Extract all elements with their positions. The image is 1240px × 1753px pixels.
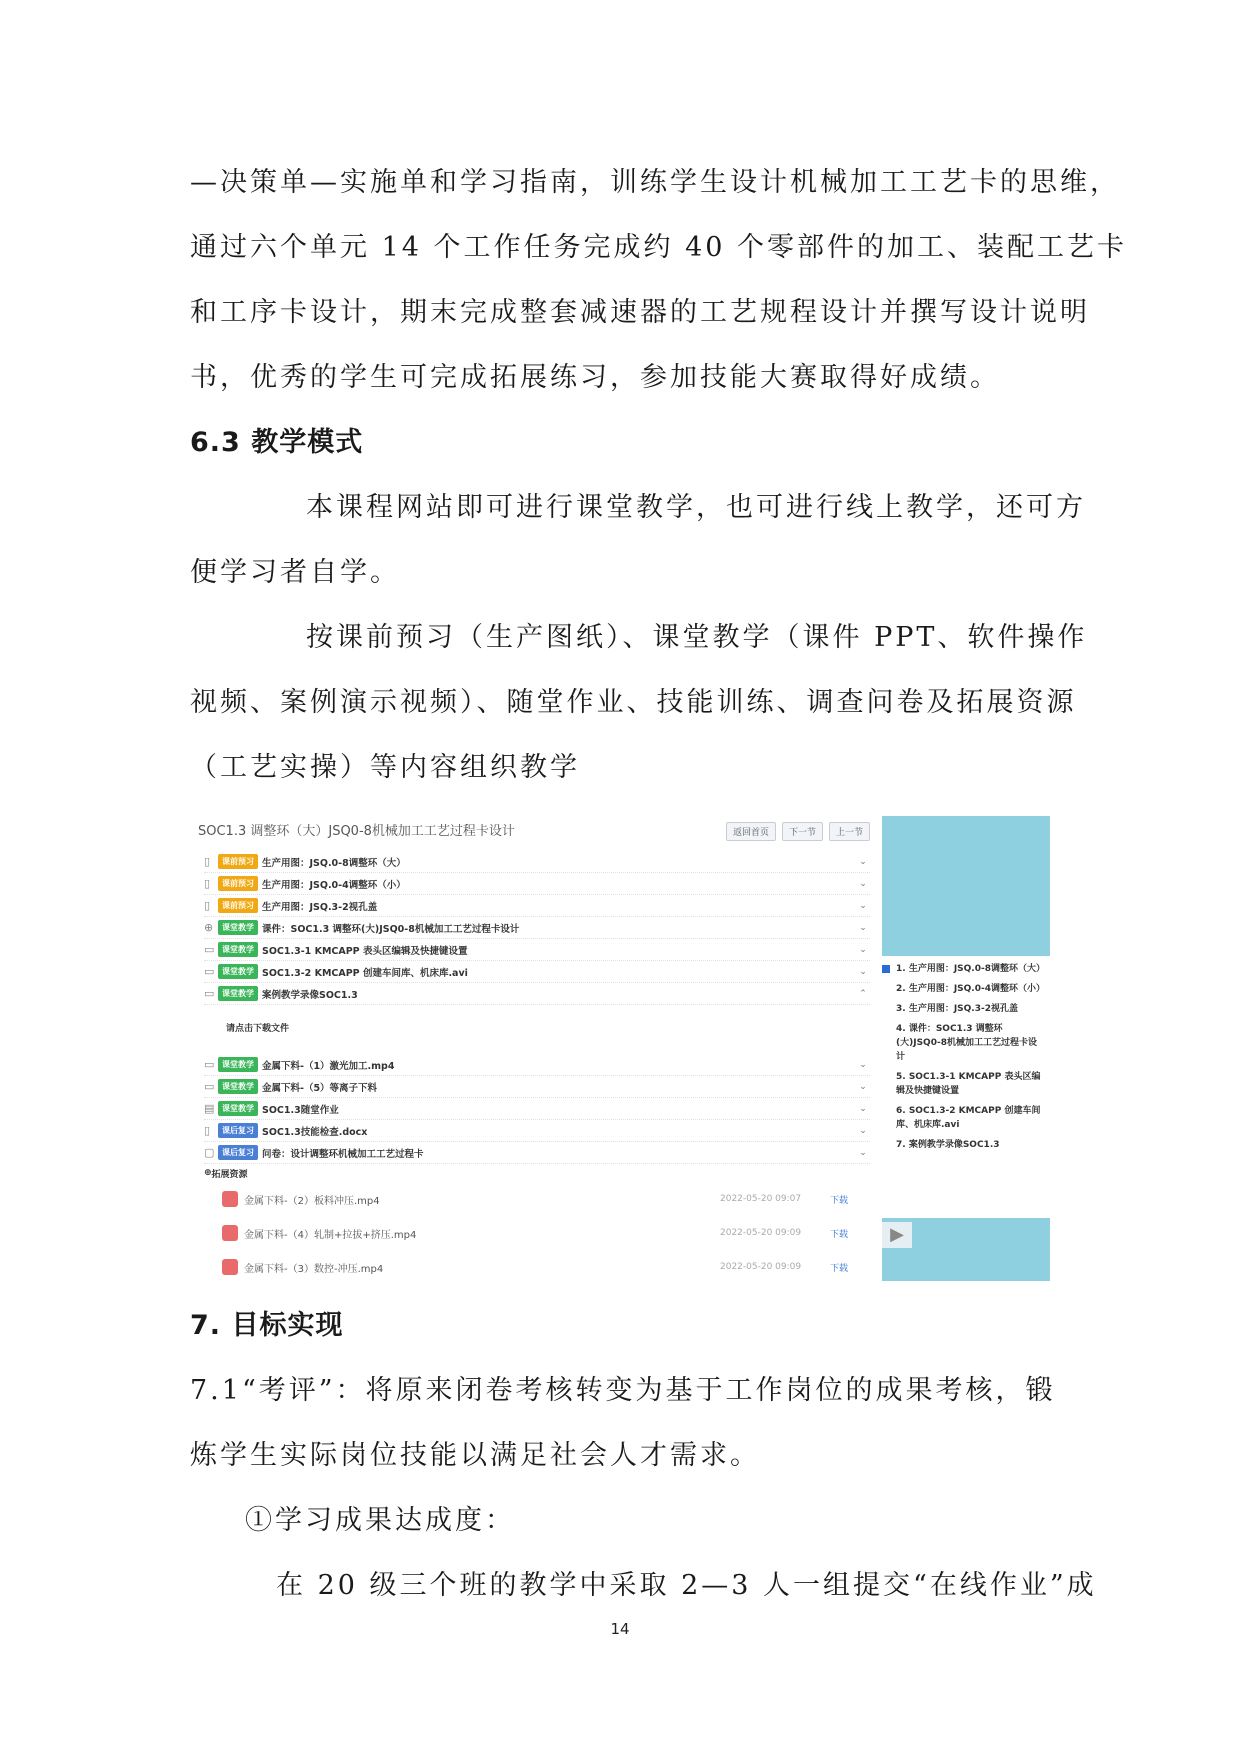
resource-title: SOC1.3随堂作业 — [262, 1104, 339, 1116]
chevron-down-icon[interactable]: ⌄ — [859, 1125, 867, 1136]
resource-tag: 课后复习 — [218, 1123, 258, 1138]
download-note: 请点击下载文件 — [226, 1024, 290, 1034]
next-button[interactable]: 下一节 — [782, 822, 823, 841]
video-icon: ▭ — [204, 1080, 215, 1093]
resource-title: 金属下料-（1）激光加工.mp4 — [262, 1060, 395, 1072]
paragraph: 本课程网站即可进行课堂教学，也可进行线上教学，还可方 — [306, 492, 1086, 523]
resource-row[interactable] — [204, 1054, 870, 1076]
paragraph: ①学习成果达成度： — [245, 1505, 515, 1536]
chevron-down-icon[interactable]: ⌄ — [859, 1059, 867, 1070]
paragraph: 通过六个单元 14 个工作任务完成约 40 个零部件的加工、装配工艺卡 — [190, 232, 1128, 263]
file-icon: ▯ — [204, 1124, 211, 1137]
file-icon — [222, 1191, 238, 1207]
file-name: 金属下料-（3）数控-冲压.mp4 — [244, 1263, 384, 1275]
resource-list — [204, 851, 870, 1281]
resource-row[interactable] — [204, 851, 870, 873]
resource-row[interactable] — [204, 939, 870, 961]
course-title: SOC1.3 调整环（大）JSQ0-8机械加工工艺过程卡设计 — [198, 824, 515, 839]
paragraph: —决策单—实施单和学习指南，训练学生设计机械加工工艺卡的思维， — [190, 167, 1120, 198]
file-icon: ▯ — [204, 877, 211, 890]
paragraph: 书，优秀的学生可完成拓展练习，参加技能大赛取得好成绩。 — [190, 362, 1000, 393]
outline-item[interactable]: 6. SOC1.3-2 KMCAPP 创建车间库、机床库.avi — [896, 1106, 1041, 1130]
file-icon — [222, 1259, 238, 1275]
resource-title: 金属下料-（5）等离子下料 — [262, 1082, 378, 1094]
survey-icon: ▢ — [204, 1146, 215, 1159]
outline-item[interactable]: 4. 课件：SOC1.3 调整环(大)JSQ0-8机械加工工艺过程卡设计 — [896, 1024, 1037, 1062]
paragraph: 7.1“考评”：将原来闭卷考核转变为基于工作岗位的成果考核，锻 — [190, 1375, 1056, 1406]
file-row — [204, 1182, 870, 1216]
resource-tag: 课堂教学 — [218, 920, 258, 935]
chevron-up-icon[interactable]: ⌃ — [859, 988, 867, 999]
home-button[interactable]: 返回首页 — [726, 822, 776, 841]
course-panel — [190, 816, 880, 1281]
paragraph: 在 20 级三个班的教学中采取 2—3 人一组提交“在线作业”成 — [276, 1570, 1097, 1601]
video-icon: ▭ — [204, 1058, 215, 1071]
outline-item[interactable]: 2. 生产用图：JSQ.0-4调整环（小） — [896, 984, 1045, 994]
resource-title: 案例教学录像SOC1.3 — [262, 989, 358, 1001]
resource-row[interactable] — [204, 895, 870, 917]
resource-row[interactable] — [204, 917, 870, 939]
resource-title: 生产用图：JSQ.0-4调整环（小） — [262, 879, 406, 891]
outline-item[interactable]: 5. SOC1.3-1 KMCAPP 表头区编辑及快捷键设置 — [896, 1072, 1041, 1096]
chevron-down-icon[interactable]: ⌄ — [859, 1081, 867, 1092]
resource-row[interactable] — [204, 1142, 870, 1164]
outline-item[interactable]: 1. 生产用图：JSQ.0-8调整环（大） — [896, 964, 1045, 974]
chevron-down-icon[interactable]: ⌄ — [859, 922, 867, 933]
file-date: 2022-05-20 09:09 — [720, 1262, 802, 1272]
resource-row[interactable] — [204, 873, 870, 895]
resource-row[interactable] — [204, 1120, 870, 1142]
prev-button[interactable]: 上一节 — [829, 822, 870, 841]
file-name: 金属下料-（4）轧制+拉拔+挤压.mp4 — [244, 1229, 417, 1241]
paragraph: 按课前预习（生产图纸）、课堂教学（课件 PPT、软件操作 — [306, 622, 1088, 653]
video-area — [882, 816, 1050, 956]
paragraph: 便学习者自学。 — [190, 557, 400, 588]
section-heading: 6.3 教学模式 — [190, 427, 364, 458]
file-row — [204, 1216, 870, 1250]
chevron-down-icon[interactable]: ⌄ — [859, 900, 867, 911]
side-panel — [882, 816, 1050, 1281]
lock-icon: ⊕ — [204, 921, 214, 934]
resource-row[interactable] — [204, 961, 870, 983]
video-icon: ▭ — [204, 987, 215, 1000]
resource-tag: 课前预习 — [218, 876, 258, 891]
paragraph: （工艺实操）等内容组织教学 — [190, 752, 580, 783]
paragraph: 炼学生实际岗位技能以满足社会人才需求。 — [190, 1440, 760, 1471]
file-icon — [222, 1225, 238, 1241]
extension-label: 拓展资源 — [211, 1169, 248, 1180]
resource-tag: 课堂教学 — [218, 1057, 258, 1072]
resource-title: 生产用图：JSQ.3-2视孔盖 — [262, 901, 378, 913]
resource-row[interactable] — [204, 1098, 870, 1120]
play-icon[interactable]: ▶ — [882, 1222, 912, 1248]
extension-resources[interactable] — [204, 1164, 870, 1182]
chevron-down-icon[interactable]: ⌄ — [859, 1103, 867, 1114]
chevron-down-icon[interactable]: ⌄ — [859, 1147, 867, 1158]
file-icon: ▯ — [204, 855, 211, 868]
side-outline — [882, 956, 1050, 1218]
resource-title: SOC1.3-2 KMCAPP 创建车间库、机床库.avi — [262, 967, 468, 979]
download-link[interactable]: 下载 — [830, 1229, 849, 1240]
video-icon: ▭ — [204, 943, 215, 956]
page-number: 14 — [610, 1620, 630, 1638]
paragraph: 和工序卡设计，期末完成整套减速器的工艺规程设计并撰写设计说明 — [190, 297, 1090, 328]
outline-item[interactable]: 7. 案例教学录像SOC1.3 — [896, 1140, 1000, 1150]
resource-tag: 课堂教学 — [218, 986, 258, 1001]
paragraph: 视频、案例演示视频）、随堂作业、技能训练、调查问卷及拓展资源 — [190, 687, 1077, 718]
file-date: 2022-05-20 09:09 — [720, 1228, 802, 1238]
resource-tag: 课堂教学 — [218, 1079, 258, 1094]
download-link[interactable]: 下载 — [830, 1263, 849, 1274]
resource-row[interactable] — [204, 983, 870, 1005]
video-icon: ▭ — [204, 965, 215, 978]
chevron-down-icon[interactable]: ⌄ — [859, 856, 867, 867]
file-icon: ▯ — [204, 899, 211, 912]
resource-title: 生产用图：JSQ.0-8调整环（大） — [262, 857, 406, 869]
nav-buttons — [726, 822, 870, 841]
resource-title: SOC1.3-1 KMCAPP 表头区编辑及快捷键设置 — [262, 945, 468, 957]
file-date: 2022-05-20 09:07 — [720, 1194, 802, 1204]
resource-tag: 课前预习 — [218, 854, 258, 869]
file-name: 金属下料-（2）板料冲压.mp4 — [244, 1195, 380, 1207]
course-screenshot — [190, 816, 1050, 1281]
homework-icon: ▤ — [204, 1102, 215, 1115]
resource-title: 问卷：设计调整环机械加工工艺过程卡 — [262, 1148, 424, 1160]
resource-tag: 课堂教学 — [218, 1101, 258, 1116]
section-heading: 7. 目标实现 — [190, 1310, 344, 1341]
download-link[interactable]: 下载 — [830, 1195, 849, 1206]
resource-tag: 课堂教学 — [218, 964, 258, 979]
chevron-down-icon[interactable]: ⌄ — [859, 944, 867, 955]
resource-title: SOC1.3技能检查.docx — [262, 1126, 368, 1138]
chevron-down-icon[interactable]: ⌄ — [859, 966, 867, 977]
resource-row[interactable] — [204, 1076, 870, 1098]
resource-tag: 课堂教学 — [218, 942, 258, 957]
resource-title: 课件：SOC1.3 调整环(大)JSQ0-8机械加工工艺过程卡设计 — [262, 923, 520, 935]
page-body — [190, 150, 1128, 1618]
resource-tag: 课后复习 — [218, 1145, 258, 1160]
resource-tag: 课前预习 — [218, 898, 258, 913]
outline-item[interactable]: 3. 生产用图：JSQ.3-2视孔盖 — [896, 1004, 1018, 1014]
plus-circle-icon: ⊕ — [204, 1168, 212, 1178]
file-row — [204, 1250, 870, 1281]
chevron-down-icon[interactable]: ⌄ — [859, 878, 867, 889]
